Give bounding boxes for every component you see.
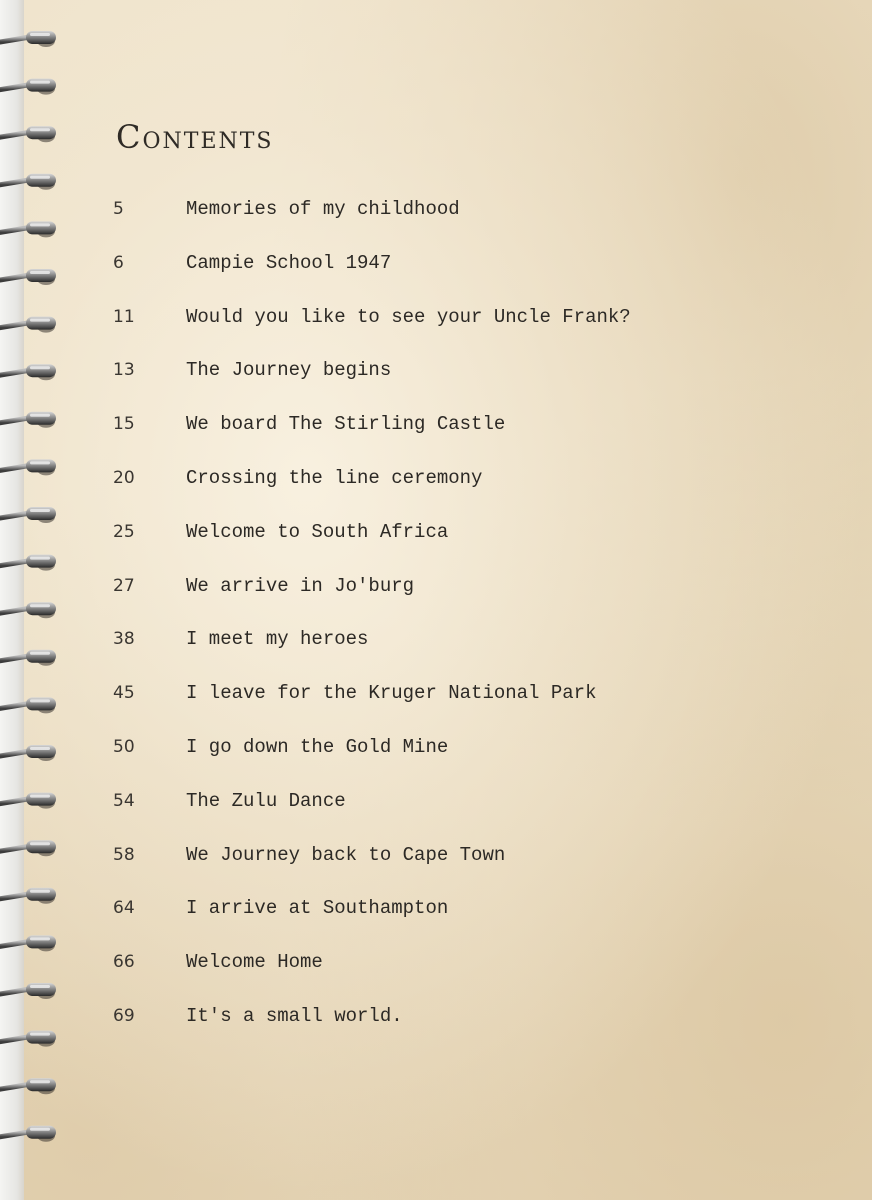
list-item [0,302,760,332]
page-title: Contents [116,118,274,156]
spiral-coil [0,126,56,142]
chapter-title: It's a small world. [186,1005,403,1027]
chapter-title: Welcome to South Africa [186,521,449,543]
spiral-coil [0,555,56,571]
page-number: 6 [113,253,124,273]
chapter-title: Would you like to see your Uncle Frank? [186,306,631,328]
chapter-title: We board The Stirling Castle [186,413,506,435]
chapter-title: I meet my heroes [186,628,369,650]
page-number: 13 [113,360,135,380]
page-number: 45 [113,683,135,703]
list-item [0,678,760,708]
chapter-title: The Journey begins [186,359,392,381]
chapter-title: I leave for the Kruger National Park [186,682,597,704]
chapter-title: We Journey back to Cape Town [186,844,506,866]
list-item [0,624,760,654]
spiral-coil [0,1078,56,1094]
list-item [0,786,760,816]
list-item [0,409,760,439]
list-item [0,1001,760,1031]
list-item [0,732,760,762]
page-number: 38 [113,629,135,649]
chapter-title: Welcome Home [186,951,323,973]
page-number: 50 [113,737,135,757]
chapter-title: I arrive at Southampton [186,897,449,919]
chapter-title: I go down the Gold Mine [186,736,449,758]
list-item [0,248,760,278]
page-number: 11 [113,307,135,327]
chapter-title: We arrive in Jo'burg [186,575,415,597]
chapter-title: Campie School 1947 [186,252,392,274]
chapter-title: Memories of my childhood [186,198,460,220]
spiral-coil [0,602,56,618]
list-item [0,893,760,923]
list-item [0,517,760,547]
page-number: 15 [113,414,135,434]
page-number: 58 [113,845,135,865]
page-number: 25 [113,522,135,542]
page-number: 66 [113,952,135,972]
spiral-coil [0,31,56,47]
spiral-coil [0,174,56,190]
list-item [0,355,760,385]
spiral-coil [0,79,56,95]
page-number: 69 [113,1006,135,1026]
list-item [0,947,760,977]
page-number: 27 [113,576,135,596]
list-item [0,463,760,493]
chapter-title: The Zulu Dance [186,790,346,812]
page-number: 20 [113,468,135,488]
list-item [0,571,760,601]
page-number: 5 [113,199,124,219]
spiral-coil [0,1031,56,1047]
spiral-coil [0,983,56,999]
list-item [0,194,760,224]
page-number: 54 [113,791,135,811]
spiral-coil [0,1126,56,1142]
chapter-title: Crossing the line ceremony [186,467,483,489]
page-number: 64 [113,898,135,918]
list-item [0,840,760,870]
